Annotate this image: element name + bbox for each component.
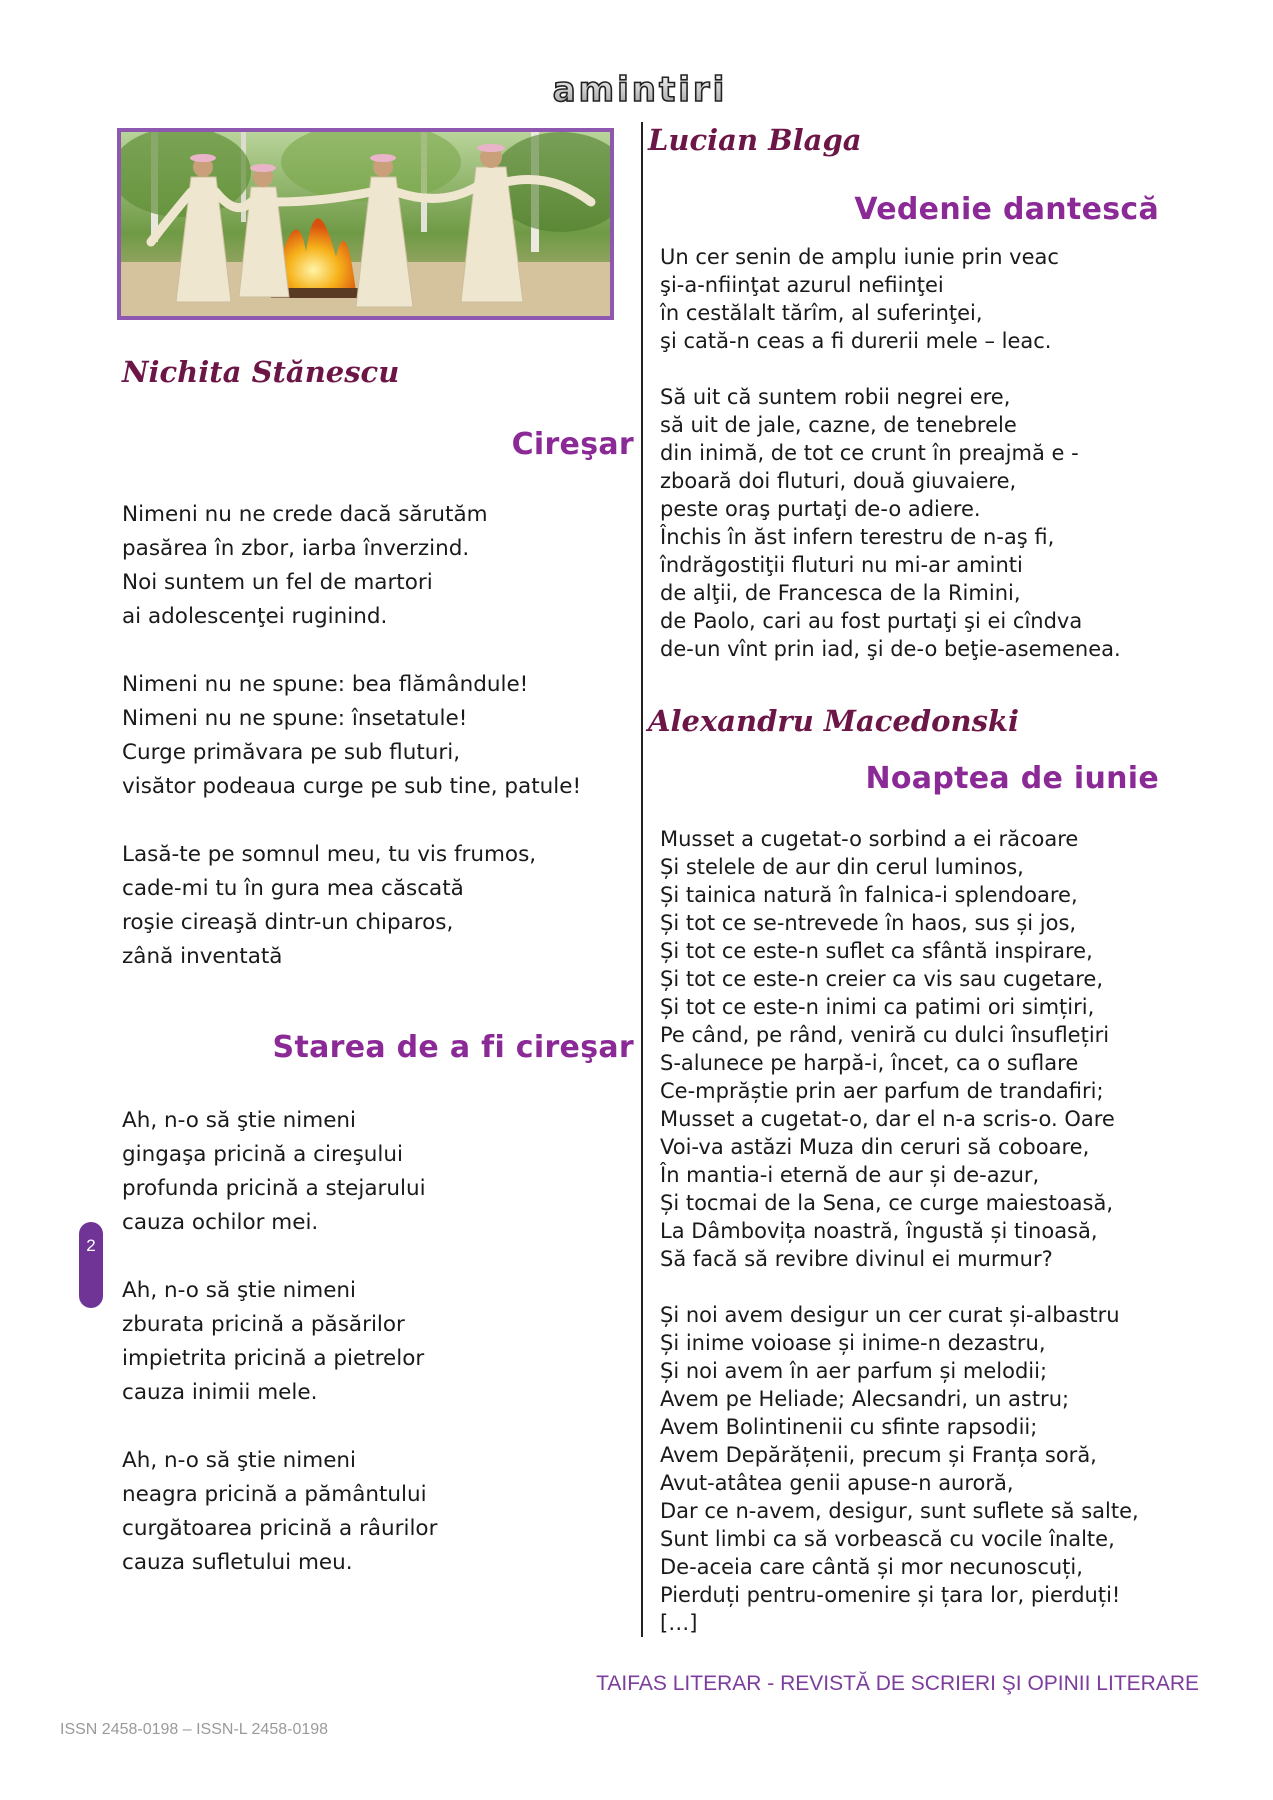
verse-line: Avut-atâtea genii apuse-n auroră, xyxy=(660,1471,1014,1495)
verse-line: Și tot ce este-n creier ca vis sau cugetare, xyxy=(660,967,1103,991)
verse-line: Avem Bolintinenii cu sfinte rapsodii; xyxy=(660,1415,1038,1439)
verse-line: şi-a-nfiinţat azurul nefiinţei xyxy=(660,273,944,297)
verse-line: să uit de jale, cazne, de tenebrele xyxy=(660,413,1017,437)
author-nichita-stanescu: Nichita Stănescu xyxy=(122,355,400,389)
verse-line: Pe când, pe rând, veniră cu dulci însuflețiri xyxy=(660,1023,1110,1047)
verse-line: Nimeni nu ne crede dacă sărutăm xyxy=(122,502,488,527)
verse-line: cauza sufletului meu. xyxy=(122,1550,353,1575)
poem-title-starea-de-a-fi-ciresar: Starea de a fi cireşar xyxy=(272,1030,634,1065)
verse-line: curgătoarea pricină a râurilor xyxy=(122,1516,438,1541)
verse-line: de alţii, de Francesca de la Rimini, xyxy=(660,581,1021,605)
verse-line: Și noi avem desigur un cer curat și-albastru xyxy=(660,1303,1120,1327)
verse-line: cauza ochilor mei. xyxy=(122,1210,319,1235)
verse-line: Voi-va astăzi Muza din ceruri să coboare, xyxy=(660,1135,1090,1159)
verse-line: Ah, n-o să ştie nimeni xyxy=(122,1278,357,1303)
magazine-title-footer: TAIFAS LITERAR - REVISTĂ DE SCRIERI ŞI OPINII LITERARE xyxy=(596,1672,1199,1695)
author-lucian-blaga: Lucian Blaga xyxy=(648,123,862,157)
verse-line: impietrita pricină a pietrelor xyxy=(122,1346,425,1371)
verse-line: Și noi avem în aer parfum și melodii; xyxy=(660,1359,1048,1383)
verse-line: Închis în ăst infern terestru de n-aş fi, xyxy=(660,525,1055,549)
verse-line: […] xyxy=(660,1611,698,1635)
verse-line: Să facă să revibre divinul ei murmur? xyxy=(660,1247,1053,1271)
issn-footer: ISSN 2458-0198 – ISSN-L 2458-0198 xyxy=(60,1721,329,1738)
verse-line: Și tot ce este-n inimi ca patimi ori simțiri, xyxy=(660,995,1095,1019)
verse-line: peste oraş purtaţi de-o adiere. xyxy=(660,497,981,521)
verse-line: Și tot ce se-ntrevede în haos, sus și jos, xyxy=(660,911,1077,935)
verse-line: Musset a cugetat-o sorbind a ei răcoare xyxy=(660,827,1079,851)
poem-title-vedenie-dantesca: Vedenie dantescă xyxy=(854,192,1159,227)
verse-line: visător podeaua curge pe sub tine, patule! xyxy=(122,774,582,799)
verse-line: Și tainica natură în falnica-i splendoare, xyxy=(660,883,1078,907)
verse-line: zboară doi fluturi, două giuvaiere, xyxy=(660,469,1017,493)
verse-line: Și tot ce este-n suflet ca sfântă inspirare, xyxy=(660,939,1093,963)
verse-line: Curge primăvara pe sub fluturi, xyxy=(122,740,461,765)
verse-line: Pierduți pentru-omenire și țara lor, pierduți! xyxy=(660,1583,1121,1607)
dancers-photo xyxy=(117,128,614,320)
verse-line: Ah, n-o să ştie nimeni xyxy=(122,1108,357,1133)
verse-line: Și inime voioase și inime-n dezastru, xyxy=(660,1331,1046,1355)
verse-line: neagra pricină a pământului xyxy=(122,1482,427,1507)
author-alexandru-macedonski: Alexandru Macedonski xyxy=(648,704,1020,738)
verse-line: Ah, n-o să ştie nimeni xyxy=(122,1448,357,1473)
verse-line: profunda pricină a stejarului xyxy=(122,1176,426,1201)
verse-line: La Dâmbovița noastră, îngustă și tinoasă, xyxy=(660,1219,1098,1243)
verse-line: de-un vînt prin iad, şi de-o beţie-asemenea. xyxy=(660,637,1121,661)
verse-line: ai adolescenţei ruginind. xyxy=(122,604,388,629)
verse-line: Nimeni nu ne spune: însetatule! xyxy=(122,706,468,731)
verse-line: zână inventată xyxy=(122,944,283,969)
verse-line: şi cată-n ceas a fi durerii mele – leac. xyxy=(660,329,1052,353)
verse-line: De-aceia care cântă și mor necunoscuți, xyxy=(660,1555,1083,1579)
verse-line: pasărea în zbor, iarba înverzind. xyxy=(122,536,470,561)
verse-line: zburata pricină a păsărilor xyxy=(122,1312,405,1337)
verse-line: Să uit că suntem robii negrei ere, xyxy=(660,385,1011,409)
dancers-photo-image xyxy=(121,132,610,316)
verse-line: Dar ce n-avem, desigur, sunt suflete să salte, xyxy=(660,1499,1139,1523)
poem-title-ciresar: Cireşar xyxy=(511,427,634,462)
verse-line: S-alunece pe harpă-i, încet, ca o suflare xyxy=(660,1051,1079,1075)
verse-line: Și stelele de aur din cerul luminos, xyxy=(660,855,1024,879)
verse-line: Un cer senin de amplu iunie prin veac xyxy=(660,245,1059,269)
verse-line: Sunt limbi ca să vorbească cu vocile înalte, xyxy=(660,1527,1115,1551)
verse-line: Lasă-te pe somnul meu, tu vis frumos, xyxy=(122,842,537,867)
section-header-text: amintiri xyxy=(552,70,728,110)
section-header-logo xyxy=(520,70,760,110)
verse-line: din inimă, de tot ce crunt în preajmă e - xyxy=(660,441,1079,465)
verse-line: Nimeni nu ne spune: bea flămândule! xyxy=(122,672,529,697)
poem-noaptea-body xyxy=(660,825,1139,1637)
verse-line: În mantia-i eternă de aur și de-azur, xyxy=(660,1163,1040,1187)
verse-line: cade-mi tu în gura mea căscată xyxy=(122,876,464,901)
verse-line: gingaşa pricină a cireşului xyxy=(122,1142,403,1167)
verse-line: Și tocmai de la Sena, ce curge maiestoasă, xyxy=(660,1191,1114,1215)
verse-line: Ce-mprăștie prin aer parfum de trandafiri; xyxy=(660,1079,1104,1103)
verse-line: Musset a cugetat-o, dar el n-a scris-o. Oare xyxy=(660,1107,1115,1131)
verse-line: roşie cireaşă dintr-un chiparos, xyxy=(122,910,454,935)
verse-line: Avem pe Heliade; Alecsandri, un astru; xyxy=(660,1387,1070,1411)
verse-line: de Paolo, cari au fost purtaţi şi ei cîndva xyxy=(660,609,1083,633)
page-number-badge xyxy=(79,1222,103,1308)
poem-starea-body xyxy=(122,1104,437,1580)
verse-line: Avem Depărățenii, precum și Franța soră, xyxy=(660,1443,1097,1467)
verse-line: îndrăgostiţii fluturi nu mi-ar aminti xyxy=(660,553,1023,577)
page-number: 2 xyxy=(86,1236,96,1255)
poem-vedenie-body xyxy=(660,243,1121,663)
poem-title-noaptea-de-iunie: Noaptea de iunie xyxy=(865,761,1159,796)
verse-line: cauza inimii mele. xyxy=(122,1380,318,1405)
verse-line: Noi suntem un fel de martori xyxy=(122,570,433,595)
verse-line: în cestălalt tărîm, al suferinţei, xyxy=(660,301,983,325)
poem-ciresar-body xyxy=(122,498,581,974)
column-divider xyxy=(641,122,643,1637)
